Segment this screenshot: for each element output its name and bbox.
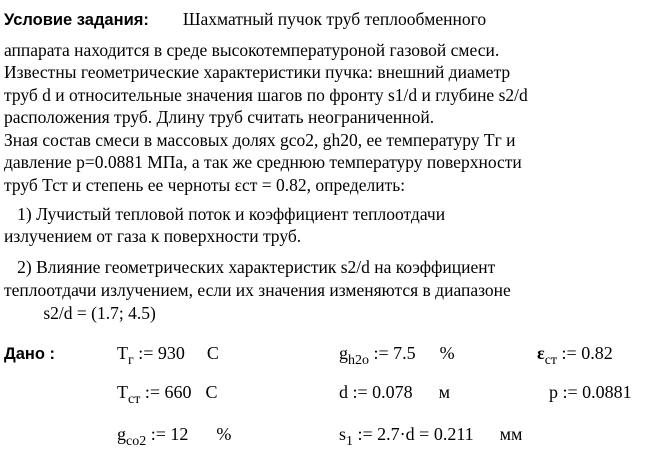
given-t-st: $T_{ст}$ := 660 C xyxy=(117,382,218,407)
task-line: 2) Влияние геометрических характеристик s2/d на коэффициент xyxy=(4,257,496,277)
given-eps-st: $\varepsilon_{ст}$ := 0.82 xyxy=(537,343,613,368)
task-line: s2/d = (1.7; 4.5) xyxy=(4,303,156,323)
task-line: излучением от газа к поверхности труб. xyxy=(4,226,302,246)
task-line: теплоотдачи излучением, если их значения изменяются в диапазоне xyxy=(4,280,511,300)
task-line: аппарата находится в среде высокотемпературоной газовой смеси. xyxy=(4,40,500,60)
task-line: расположения труб. Длину труб считать неограниченной. xyxy=(4,107,435,127)
task-line: 1) Лучистый тепловой поток и коэффициент теплоотдачи xyxy=(4,204,446,224)
given-p: p := 0.0881 xyxy=(549,382,632,402)
task-line: труб d и относительные значения шагов по фронту s1/d и глубине s2/d xyxy=(4,85,528,105)
task-heading: Условие задания: xyxy=(4,11,149,29)
task-line: труб Тст и степень ее черноты εст = 0.82, определить: xyxy=(4,175,406,195)
task-line: давление p=0.0881 МПа, а так же среднюю температуру поверхности xyxy=(4,152,522,172)
given-label: Дано : xyxy=(4,345,56,363)
given-s1: $s_1$ := 2.7·d = 0.211 мм xyxy=(339,424,523,449)
task-line: Зная состав смеси в массовых долях gco2, gh20, ее температуру Тг и xyxy=(4,130,516,150)
task-line-first-tail: Шахматный пучок труб теплообменного xyxy=(182,9,487,29)
task-line: Известны геометрические характеристики пучка: внешний диаметр xyxy=(4,62,511,82)
task-first-line xyxy=(4,9,486,30)
given-g-h2o: $g_{h2o}$ := 7.5 % xyxy=(339,343,455,368)
given-d: d := 0.078 м xyxy=(339,382,451,402)
given-g-co2: $g_{co2}$ := 12 % xyxy=(117,424,232,449)
given-t-gas: $T_г$ := 930 C xyxy=(117,343,219,368)
